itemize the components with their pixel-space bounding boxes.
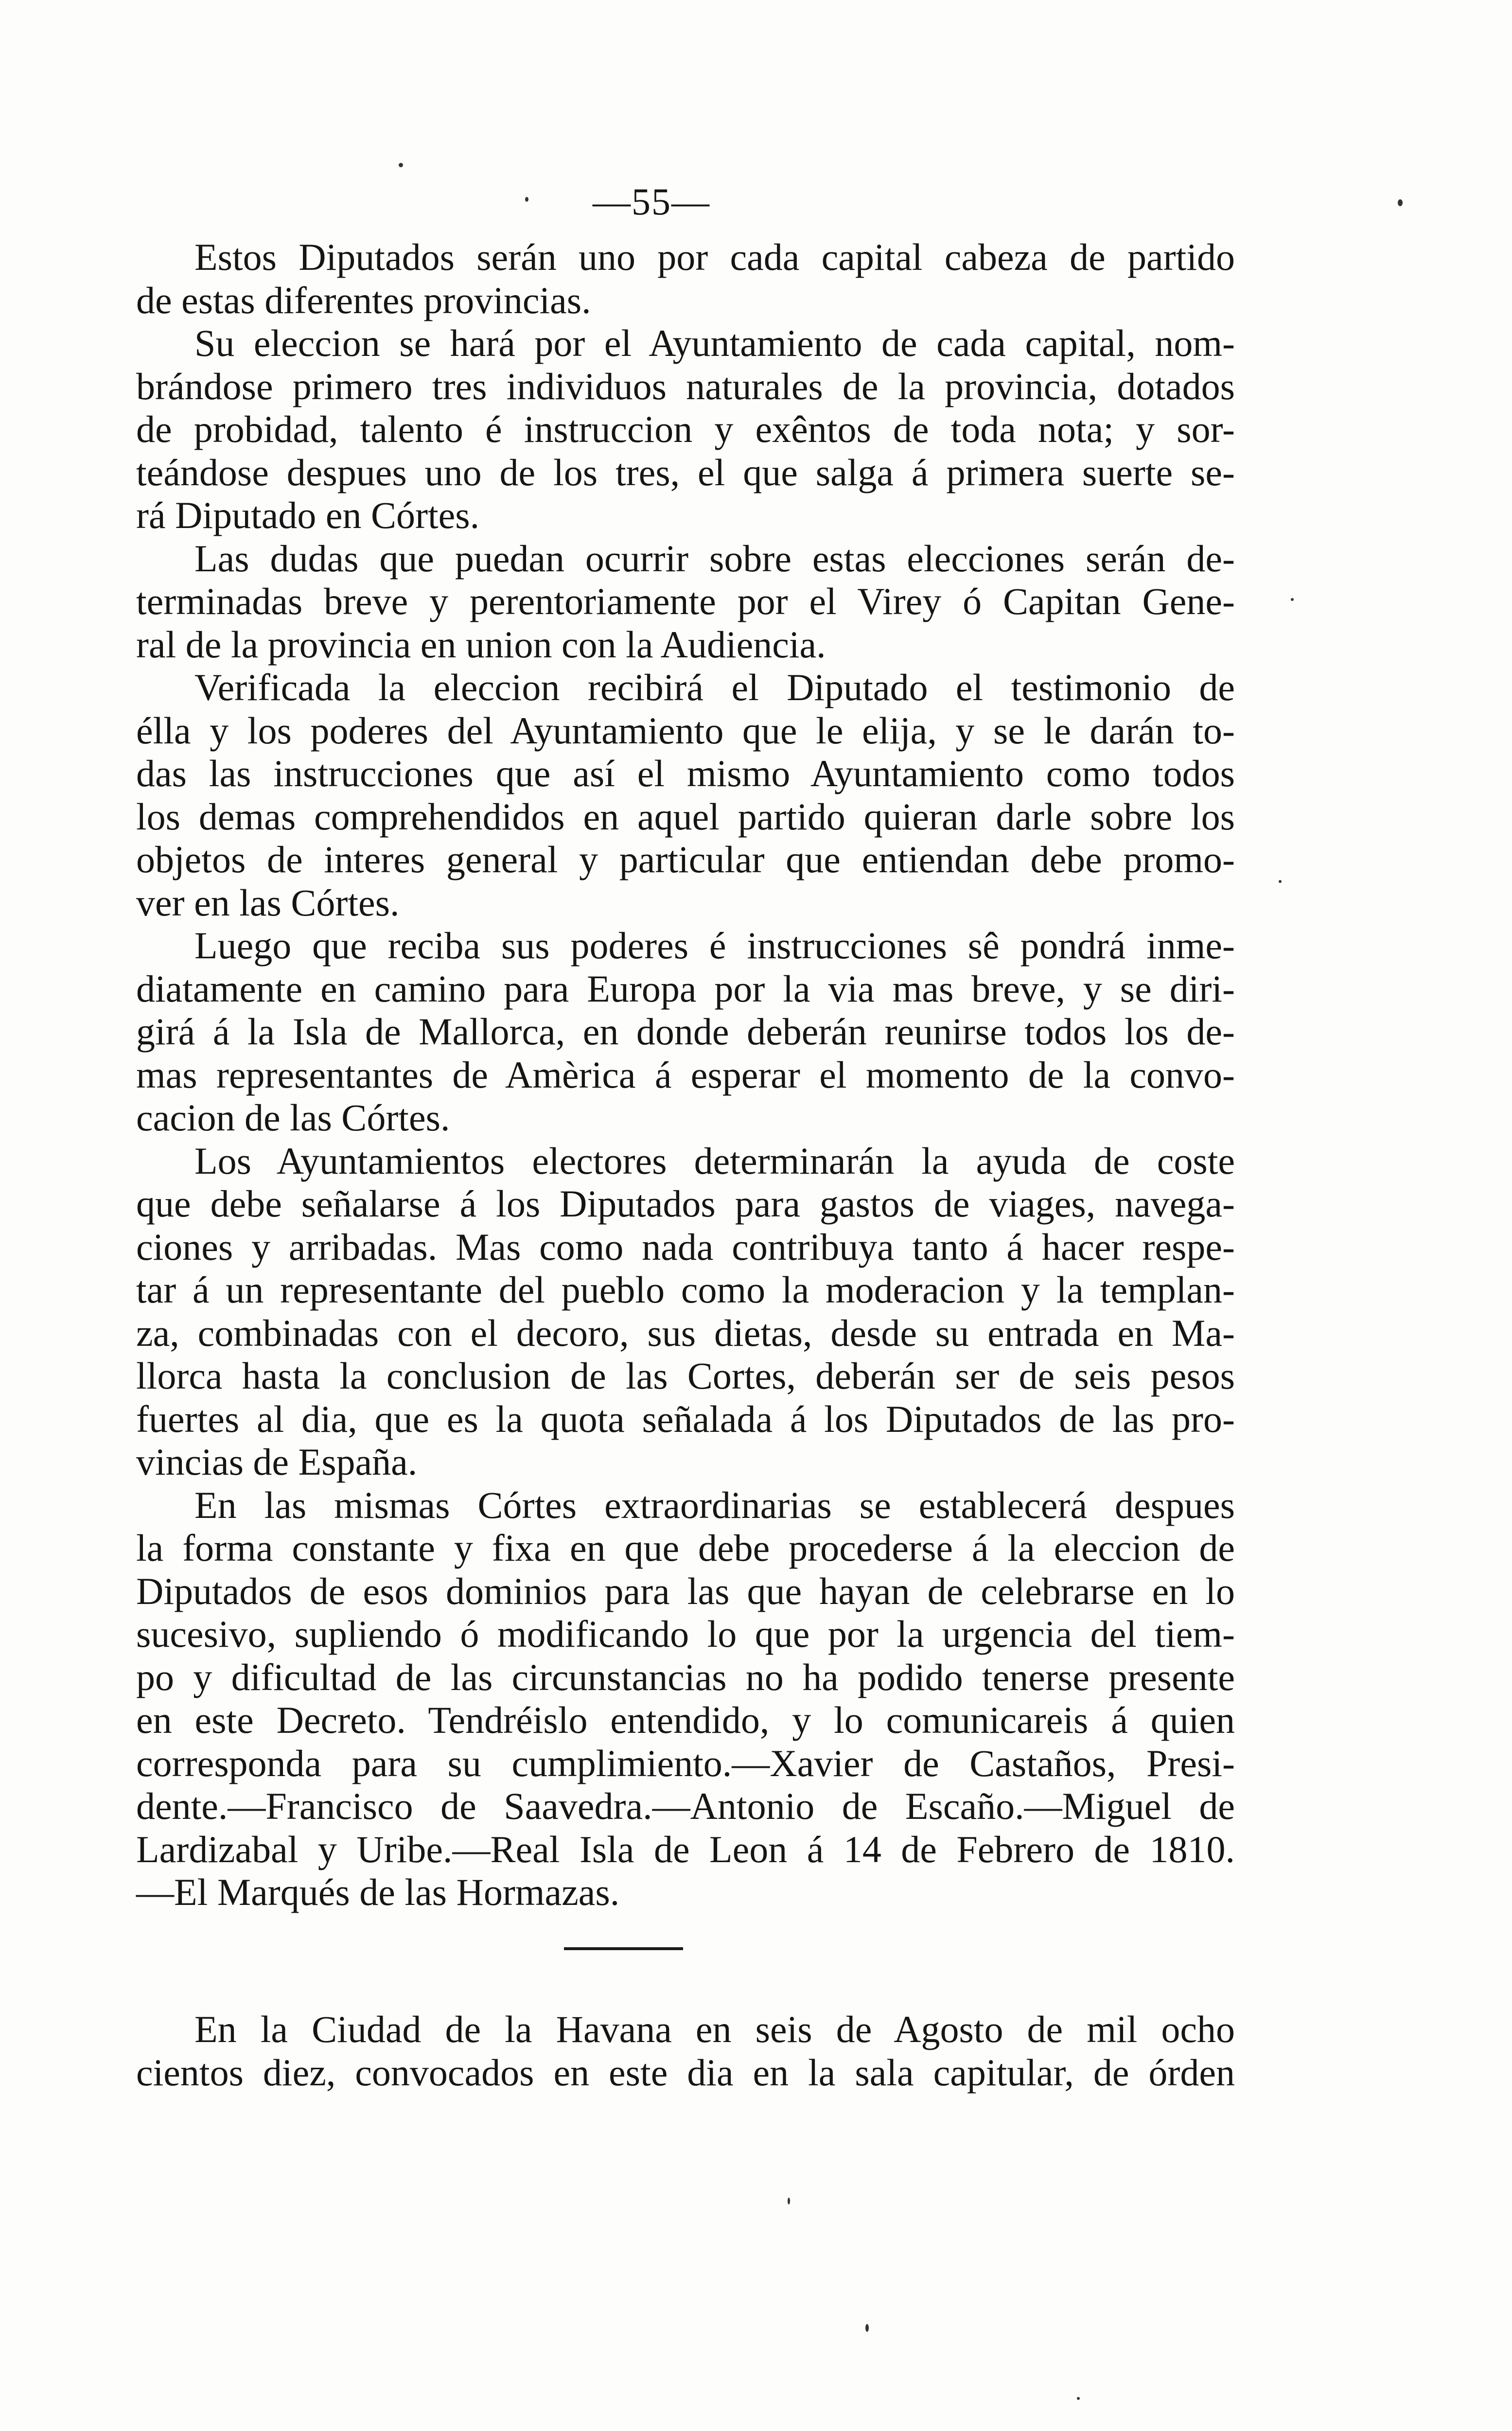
text-line: brándose primero tres individuos naturales de la provincia, dotados [136,365,1235,407]
text-line: Diputados de esos dominios para las que hayan de celebrarse en lo [136,1569,1235,1612]
decree-body-text [136,236,1235,1914]
text-line: los demas comprehendidos en aquel partido quieran darle sobre los [136,795,1235,838]
text-line: Luego que reciba sus poderes é instrucciones sê pondrá inme- [194,924,1235,967]
scan-speck [1398,199,1403,206]
scan-speck [1279,880,1282,883]
text-line: sucesivo, supliendo ó modificando lo que por la urgencia del tiem- [136,1613,1235,1655]
scan-speck [788,2198,790,2204]
text-line: objetos de interes general y particular que entiendan debe promo- [136,838,1235,881]
text-line: dente.—Francisco de Saavedra.—Antonio de Escaño.—Miguel de [136,1785,1235,1827]
text-line: en este Decreto. Tendréislo entendido, y lo comunicareis á quien [136,1699,1235,1741]
text-line: ver en las Córtes. [136,881,400,924]
text-line: Los Ayuntamientos electores determinarán la ayuda de coste [194,1139,1235,1182]
text-line: Verificada la eleccion recibirá el Diputado el testimonio de [194,666,1235,708]
text-line: vincias de España. [136,1441,418,1483]
text-line: po y dificultad de las circunstancias no ha podido tenerse presente [136,1656,1235,1698]
text-line: girá á la Isla de Mallorca, en donde deberán reunirse todos los de- [136,1010,1235,1053]
text-line: tar á un representante del pueblo como la moderacion y la templan- [136,1268,1235,1311]
text-line: teándose despues uno de los tres, el que salga á primera suerte se- [136,451,1235,493]
text-line: corresponda para su cumplimiento.—Xavier de Castaños, Presi- [136,1742,1235,1784]
scan-speck [1291,598,1294,601]
text-line: de probidad, talento é instruccion y exêntos de toda nota; y sor- [136,408,1235,450]
section-divider-rule [564,1947,683,1950]
text-line: terminadas breve y perentoriamente por el Virey ó Capitan Gene- [136,580,1235,622]
scan-speck [399,163,403,167]
text-line: das las instrucciones que así el mismo Ayuntamiento como todos [136,752,1235,794]
text-line: mas representantes de Amèrica á esperar el momento de la convo- [136,1053,1235,1096]
text-line: cacion de las Córtes. [136,1096,450,1139]
text-line: la forma constante y fixa en que debe procederse á la eleccion de [136,1527,1235,1569]
text-line: En las mismas Córtes extraordinarias se establecerá despues [194,1483,1235,1526]
text-line: Su eleccion se hará por el Ayuntamiento de cada capital, nom- [194,322,1235,364]
text-line: En la Ciudad de la Havana en seis de Agosto de mil ocho [194,2008,1235,2050]
text-line: —El Marqués de las Hormazas. [136,1871,620,1913]
text-line: rá Diputado en Córtes. [136,494,480,536]
text-line: ral de la provincia en union con la Audiencia. [136,623,826,666]
page-number: —55— [593,180,710,223]
text-line: za, combinadas con el decoro, sus dietas, desde su entrada en Ma- [136,1311,1235,1354]
text-line: de estas diferentes provincias. [136,279,591,321]
text-line: élla y los poderes del Ayuntamiento que le elija, y se le darán to- [136,709,1235,752]
text-line: diatamente en camino para Europa por la via mas breve, y se diri- [136,967,1235,1010]
text-line: ciones y arribadas. Mas como nada contribuya tanto á hacer respe- [136,1225,1235,1268]
scan-speck [525,197,528,202]
text-line: fuertes al dia, que es la quota señalada á los Diputados de las pro- [136,1397,1235,1440]
text-line: llorca hasta la conclusion de las Cortes, deberán ser de seis pesos [136,1355,1235,1397]
text-line: cientos diez, convocados en este dia en la sala capitular, de órden [136,2051,1235,2094]
havana-session-text [136,2008,1235,2094]
text-line: Las dudas que puedan ocurrir sobre estas elecciones serán de- [194,537,1235,580]
text-line: Estos Diputados serán uno por cada capital cabeza de partido [194,236,1235,278]
scan-speck [865,2324,869,2332]
scan-speck [1077,2397,1080,2400]
text-line: que debe señalarse á los Diputados para gastos de viages, navega- [136,1182,1235,1225]
text-line: Lardizabal y Uribe.—Real Isla de Leon á 14 de Febrero de 1810. [136,1828,1235,1870]
